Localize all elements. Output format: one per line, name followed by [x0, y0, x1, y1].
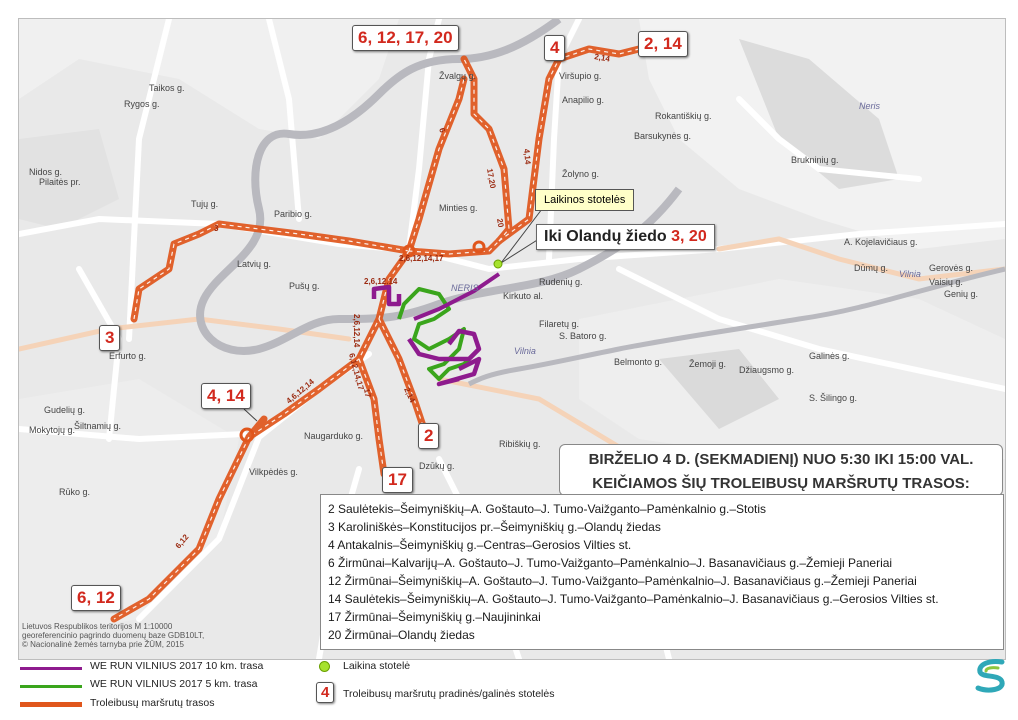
- street-label: Žvalgų g.: [439, 71, 477, 81]
- routes-list: [320, 494, 1004, 650]
- street-label: Minties g.: [439, 203, 478, 213]
- street-label: Dzūkų g.: [419, 461, 455, 471]
- route-item: 20 Žirmūnai–Olandų žiedas: [328, 628, 475, 642]
- street-label: Brukninių g.: [791, 155, 839, 165]
- temporary-stops-callout: Laikinos stotelės: [535, 189, 634, 211]
- street-label: S. Batoro g.: [559, 331, 607, 341]
- street-label: Vilkpėdės g.: [249, 467, 298, 477]
- river-label-vilnia: Vilnia: [514, 346, 536, 356]
- route-label-2: 2: [418, 423, 439, 449]
- trolley-number-label: 6,12: [173, 532, 191, 551]
- street-label: Gerovės g.: [929, 263, 974, 273]
- trolley-number-label: 6: [437, 126, 448, 134]
- route-item: 14 Saulėtekis–Šeimyniškių–A. Goštauto–J. Tumo-Vaižganto–Pamėnkalnio–J. Basanavičiaus g.–Gerosios Vilties st.: [328, 592, 939, 606]
- trolley-number-label: 4,6,12,14: [284, 377, 316, 406]
- copyright: [22, 622, 204, 649]
- street-label: S. Šilingo g.: [809, 393, 858, 403]
- street-label: Rokantiškių g.: [655, 111, 712, 121]
- route-item: 2 Saulėtekis–Šeimyniškių–A. Goštauto–J. Tumo-Vaižganto–Pamėnkalnio g.–Stotis: [328, 502, 767, 516]
- trolley-number-label: 2,6,12,14: [352, 314, 361, 348]
- legend-orange-label: Troleibusų maršrutų trasos: [90, 697, 215, 709]
- route-label-6-12-17-20: 6, 12, 17, 20: [352, 25, 459, 51]
- street-label: Pušų g.: [289, 281, 320, 291]
- street-label: Rygos g.: [124, 99, 160, 109]
- street-label: Rūko g.: [59, 487, 91, 497]
- info-title-line2: KEIČIAMOS ŠIŲ TROLEIBUSŲ MARŠRUTŲ TRASOS:: [592, 475, 970, 492]
- street-label: Pilaitės pr.: [39, 177, 81, 187]
- street-label: Žemoji g.: [689, 359, 727, 369]
- street-label: Žolyno g.: [562, 169, 600, 179]
- street-label: Kirkuto al.: [503, 291, 544, 301]
- trolley-number-label: 4,14: [522, 148, 533, 165]
- street-label: Paribio g.: [274, 209, 313, 219]
- river-label-neris-north: Neris: [859, 101, 881, 111]
- route-item: 4 Antakalnis–Šeimyniškių g.–Centras–Gerosios Vilties st.: [328, 538, 632, 552]
- info-title: [559, 444, 1003, 496]
- river-label-vilnia-east: Vilnia: [899, 269, 921, 279]
- street-label: Mokytojų g.: [29, 425, 76, 435]
- trolley-number-label: 2,6,12,14,17: [399, 254, 444, 263]
- trolley-number-label: 20: [495, 217, 506, 229]
- copyright-line: © Nacionalinė žemės tarnyba prie ŽŪM, 2015: [22, 640, 184, 649]
- info-title-line1: BIRŽELIO 4 D. (SEKMADIENĮ) NUO 5:30 IKI 15:00 VAL.: [588, 451, 974, 468]
- legend-green-line: [20, 685, 82, 688]
- legend-purple-line: [20, 667, 82, 670]
- trolley-number-label: 2,6,12,14: [364, 277, 398, 286]
- route-label-17: 17: [382, 467, 413, 493]
- trolley-number-label: 6,12,14,17: [347, 352, 366, 392]
- street-label: Džiaugsmo g.: [739, 365, 795, 375]
- street-label: Galinės g.: [809, 351, 850, 361]
- route-label-4-14: 4, 14: [201, 383, 251, 409]
- trolley-number-label: 3: [214, 224, 219, 233]
- street-label: Barsukynės g.: [634, 131, 692, 141]
- street-label: Belmonto g.: [614, 357, 663, 367]
- legend-terminal-number: 4: [316, 682, 334, 703]
- trolley-number-label: 2,14: [402, 386, 417, 404]
- street-label: Vaisių g.: [929, 277, 963, 287]
- route-item: 3 Karoliniškės–Konstitucijos pr.–Šeimyniškių g.–Olandų žiedas: [328, 520, 661, 534]
- street-label: Naugarduko g.: [304, 431, 364, 441]
- copyright-line: georeferencinio pagrindo duomenų baze GDB10LT,: [22, 631, 205, 640]
- route-item: 17 Žirmūnai–Šeimyniškių g.–Naujininkai: [328, 610, 541, 624]
- legend-green-label: WE RUN VILNIUS 2017 5 km. trasa: [90, 678, 258, 690]
- olandu-callout: [536, 224, 715, 250]
- route-label-4: 4: [544, 35, 565, 61]
- trolley-number-label: 17: [362, 387, 373, 399]
- route-label-6-12: 6, 12: [71, 585, 121, 611]
- street-label: Filaretų g.: [539, 319, 580, 329]
- street-label: Rudenių g.: [539, 277, 583, 287]
- route-item: 12 Žirmūnai–Šeimyniškių–A. Goštauto–J. Tumo-Vaižganto–Pamėnkalnio–J. Basanavičiaus g.–Žemieji Paneriai: [328, 574, 917, 588]
- trolley-number-label: 17,20: [485, 167, 498, 190]
- route-label-3: 3: [99, 325, 120, 351]
- street-label: Latvių g.: [237, 259, 272, 269]
- street-label: A. Kojelavičiaus g.: [844, 237, 918, 247]
- street-label: Dūmų g.: [854, 263, 889, 273]
- trolley-number-label: 2,14: [593, 52, 611, 64]
- street-label: Ribiškių g.: [499, 439, 541, 449]
- legend-orange-line: [20, 702, 82, 707]
- street-label: Genių g.: [944, 289, 979, 299]
- legend-purple-label: WE RUN VILNIUS 2017 10 km. trasa: [90, 660, 264, 672]
- street-label: Nidos g.: [29, 167, 63, 177]
- street-label: Erfurto g.: [109, 351, 147, 361]
- copyright-line: Lietuvos Respublikos teritorijos M 1:10000: [22, 622, 173, 631]
- river-label-neris: NERIS: [451, 283, 479, 293]
- street-label: Gudelių g.: [44, 405, 86, 415]
- street-label: Taikos g.: [149, 83, 185, 93]
- route-item: 6 Žirmūnai–Kalvarijų–A. Goštauto–J. Tumo-Vaižganto–Pamėnkalnio–J. Basanavičiaus g.–Žemieji Paneriai: [328, 556, 893, 570]
- legend-stop-dot: [319, 661, 330, 672]
- route-label-2-14: 2, 14: [638, 31, 688, 57]
- legend-terminal-label: Troleibusų maršrutų pradinės/galinės stotelės: [343, 688, 555, 700]
- street-label: Šiltnamių g.: [74, 421, 122, 431]
- street-label: Anapilio g.: [562, 95, 605, 105]
- olandu-callout-text: Iki Olandų žiedo: [544, 228, 672, 245]
- legend-stop-label: Laikina stotelė: [343, 660, 411, 672]
- street-label: Viršupio g.: [559, 71, 602, 81]
- street-label: Tujų g.: [191, 199, 219, 209]
- transport-logo-icon: [972, 656, 1010, 694]
- olandu-callout-routes: 3, 20: [671, 228, 707, 245]
